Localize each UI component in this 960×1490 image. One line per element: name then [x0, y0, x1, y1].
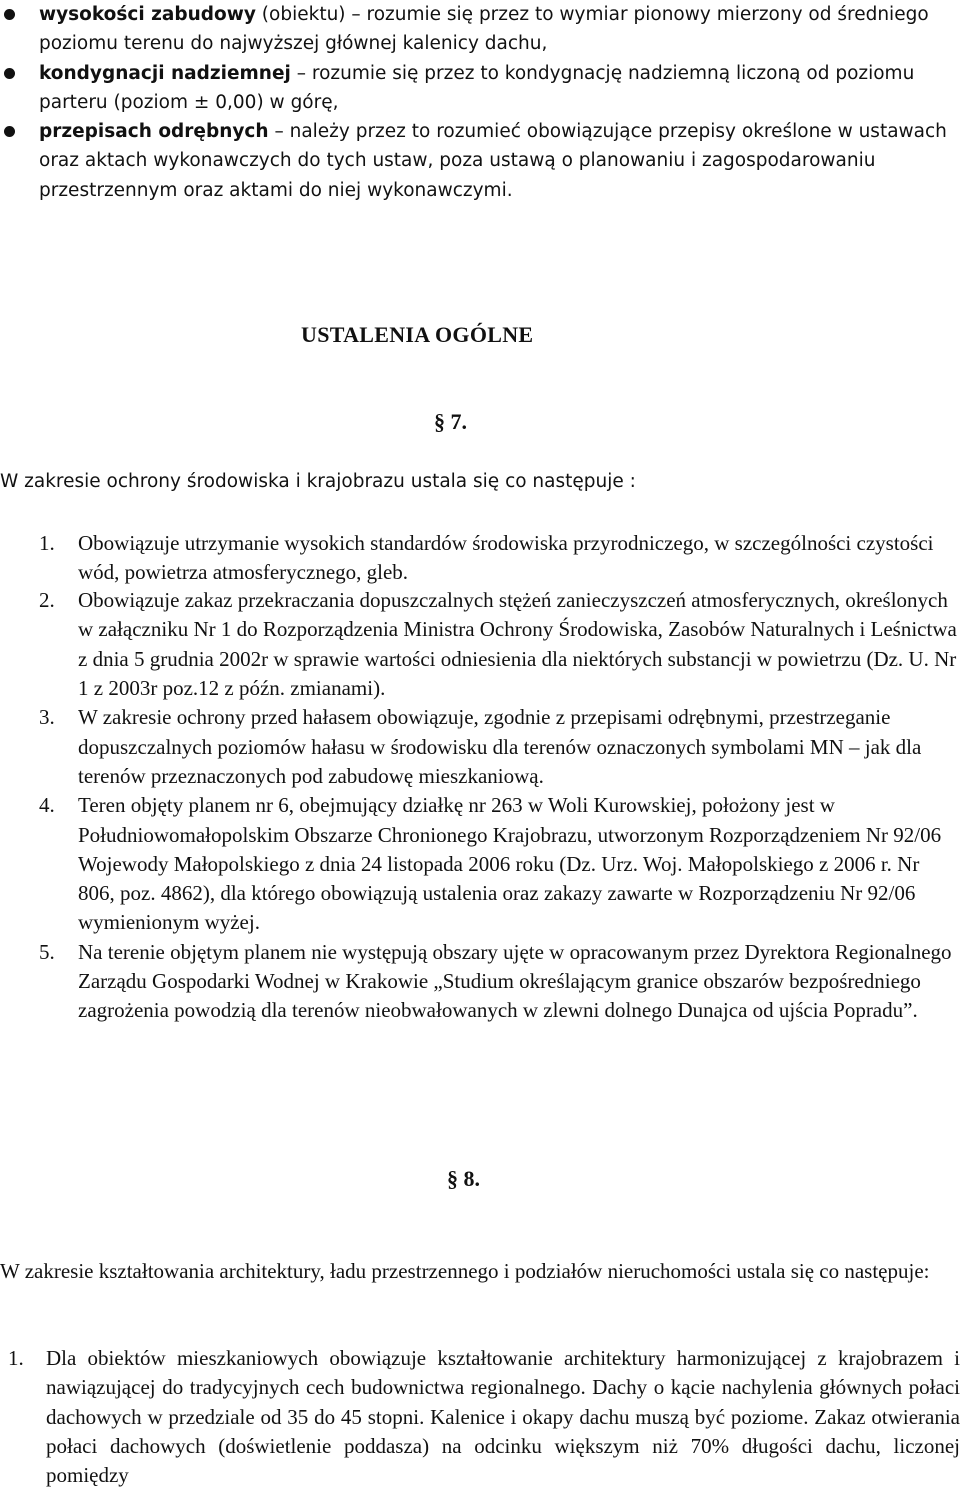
definition-term: przepisach odrębnych	[39, 121, 269, 143]
list-item	[0, 1344, 960, 1490]
list-item	[0, 703, 960, 791]
section-8-number: § 8.	[447, 1166, 480, 1191]
section-7-intro: W zakresie ochrony środowiska i krajobrazu ustala się co następuje :	[0, 471, 636, 492]
definition-item	[0, 59, 960, 118]
definition-text: (obiektu) – rozumie się przez to wymiar pionowy mierzony od średniego poziomu terenu do najwyższej głównej kalenicy dachu,	[39, 4, 929, 55]
definition-term: kondygnacji nadziemnej	[39, 62, 291, 84]
list-item-number: 4.	[39, 793, 55, 818]
list-item	[0, 529, 960, 586]
definition-text: – należy przez to rozumieć obowiązujące przepisy określone w ustawach oraz aktach wykonawczych do tych ustaw, poza ustawą o planowaniu i zagospodarowaniu przestrzennym oraz aktami do niej wykonawczymi.	[39, 121, 947, 201]
bullet-icon	[4, 126, 15, 137]
list-item-number: 2.	[39, 588, 55, 613]
definitions-list	[0, 0, 960, 205]
definition-text: – rozumie się przez to kondygnację nadziemną liczoną od poziomu parteru (poziom ± 0,00) w górę,	[39, 62, 915, 113]
bullet-icon	[4, 68, 15, 79]
list-item-number: 1.	[39, 531, 55, 555]
list-item-text: Obowiązuje utrzymanie wysokich standardów środowiska przyrodniczego, w szczególności czystości wód, powietrza atmosferycznego, gleb.	[78, 531, 934, 584]
list-item-text: Na terenie objętym planem nie występują obszary ujęte w opracowanym przez Dyrektora Regionalnego Zarządu Gospodarki Wodnej w Krakowie „Studium określającym granice obszarów bezpośredniego zagrożenia powodzią dla terenów nieobwałowanych w zlewni dolnego Dunajca od ujścia Popradu”.	[78, 939, 952, 1023]
list-item-text: Teren objęty planem nr 6, obejmujący działkę nr 263 w Woli Kurowskiej, położony jest w Południowomałopolskim Obszarze Chronionego Krajobrazu, utworzonym Rozporządzeniem Nr 92/06 Wojewody Małopolskiego z dnia 24 listopada 2006 roku (Dz. Urz. Woj. Małopolskiego z 2006 r. Nr 806, poz. 4862), dla którego obowiązują ustalenia oraz zakazy zawarte w Rozporządzeniu Nr 92/06 wymienionym wyżej.	[78, 793, 942, 935]
bullet-icon	[4, 9, 15, 20]
list-item-text: Obowiązuje zakaz przekraczania dopuszczalnych stężeń zanieczyszczeń atmosferycznych, określonych w załączniku Nr 1 do Rozporządzenia Ministra Ochrony Środowiska, Zasobów Naturalnych i Leśnictwa z dnia 5 grudnia 2002r w sprawie wartości odniesienia dla niektórych substancji w powietrzu (Dz. U. Nr 1 z 2003r poz.12 z późn. zmianami).	[78, 588, 957, 701]
definition-item	[0, 0, 960, 59]
list-item-number: 5.	[39, 939, 55, 964]
section-8-intro: W zakresie kształtowania architektury, ładu przestrzennego i podziałów nieruchomości ustala się co następuje:	[0, 1259, 930, 1283]
list-item	[0, 791, 960, 937]
list-item	[0, 938, 960, 1026]
list-item-text: W zakresie ochrony przed hałasem obowiązuje, zgodnie z przepisami odrębnymi, przestrzeganie dopuszczalnych poziomów hałasu w środowisku dla terenów oznaczonych symbolami MN – jak dla terenów przeznaczonych pod zabudowę mieszkaniową.	[78, 705, 922, 788]
list-item-number: 3.	[39, 705, 55, 730]
section-7-number: § 7.	[434, 409, 467, 434]
section-7-list	[0, 529, 960, 1026]
list-item-number: 1.	[8, 1346, 24, 1370]
definition-item	[0, 117, 960, 205]
definition-term: wysokości zabudowy	[39, 4, 256, 25]
section-8-list	[0, 1344, 960, 1490]
list-item-text: Dla obiektów mieszkaniowych obowiązuje kształtowanie architektury harmonizującej z krajobrazem i nawiązującej do tradycyjnych cech budownictwa regionalnego. Dachy o kącie nachylenia głównych połaci dachowych w przedziale od 35 do 45 stopni. Kalenice i okapy dachu muszą być poziome. Zakaz otwierania połaci dachowych (doświetlenie poddasza) na odcinku większym niż 70% długości dachu, liczonej pomiędzy	[46, 1346, 960, 1488]
list-item	[0, 586, 960, 703]
section-heading: USTALENIA OGÓLNE	[301, 322, 534, 347]
